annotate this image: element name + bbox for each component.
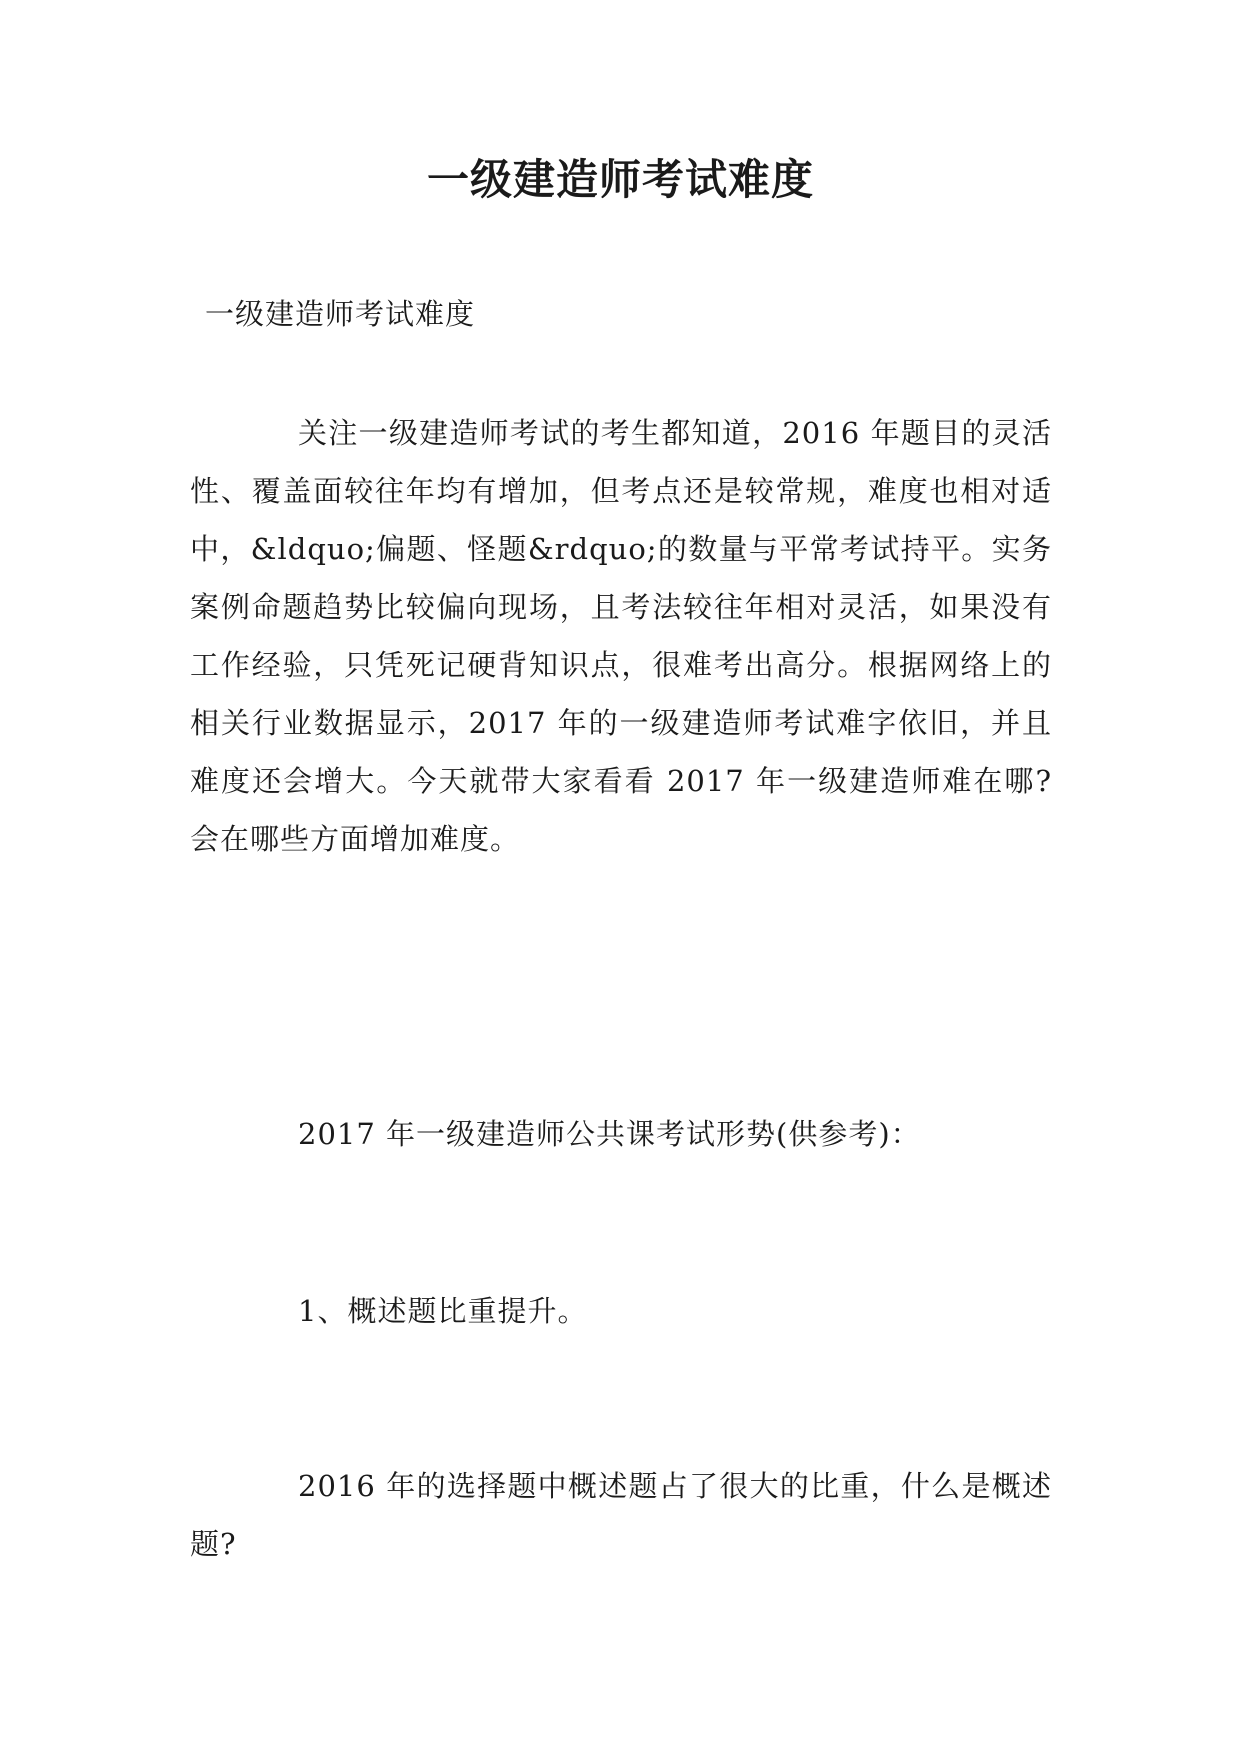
paragraph-point-1: 1、概述题比重提升。 bbox=[298, 1294, 588, 1328]
document-subtitle: 一级建造师考试难度 bbox=[205, 297, 476, 331]
paragraph-overview-questions: 2016 年的选择题中概述题占了很大的比重，什么是概述题? bbox=[190, 1469, 1052, 1561]
paragraph-intro: 关注一级建造师考试的考生都知道，2016 年题目的灵活性、覆盖面较往年均有增加，但考点还是较常规，难度也相对适中，&ldquo;偏题、怪题&rdquo;的数量与平常考试持平。实务案例命题趋势比较偏向现场，且考法较往年相对灵活，如果没有工作经验，只凭死记硬背知识点，很难考出高分。根据网络上的相关行业数据显示，2017 年的一级建造师考试难字依旧，并且难度还会增大。今天就带大家看看 2017 年一级建造师难在哪?会在哪些方面增加难度。 bbox=[190, 416, 1052, 856]
paragraph-exam-situation: 2017 年一级建造师公共课考试形势(供参考)： bbox=[298, 1117, 921, 1151]
document-title: 一级建造师考试难度 bbox=[426, 155, 814, 204]
